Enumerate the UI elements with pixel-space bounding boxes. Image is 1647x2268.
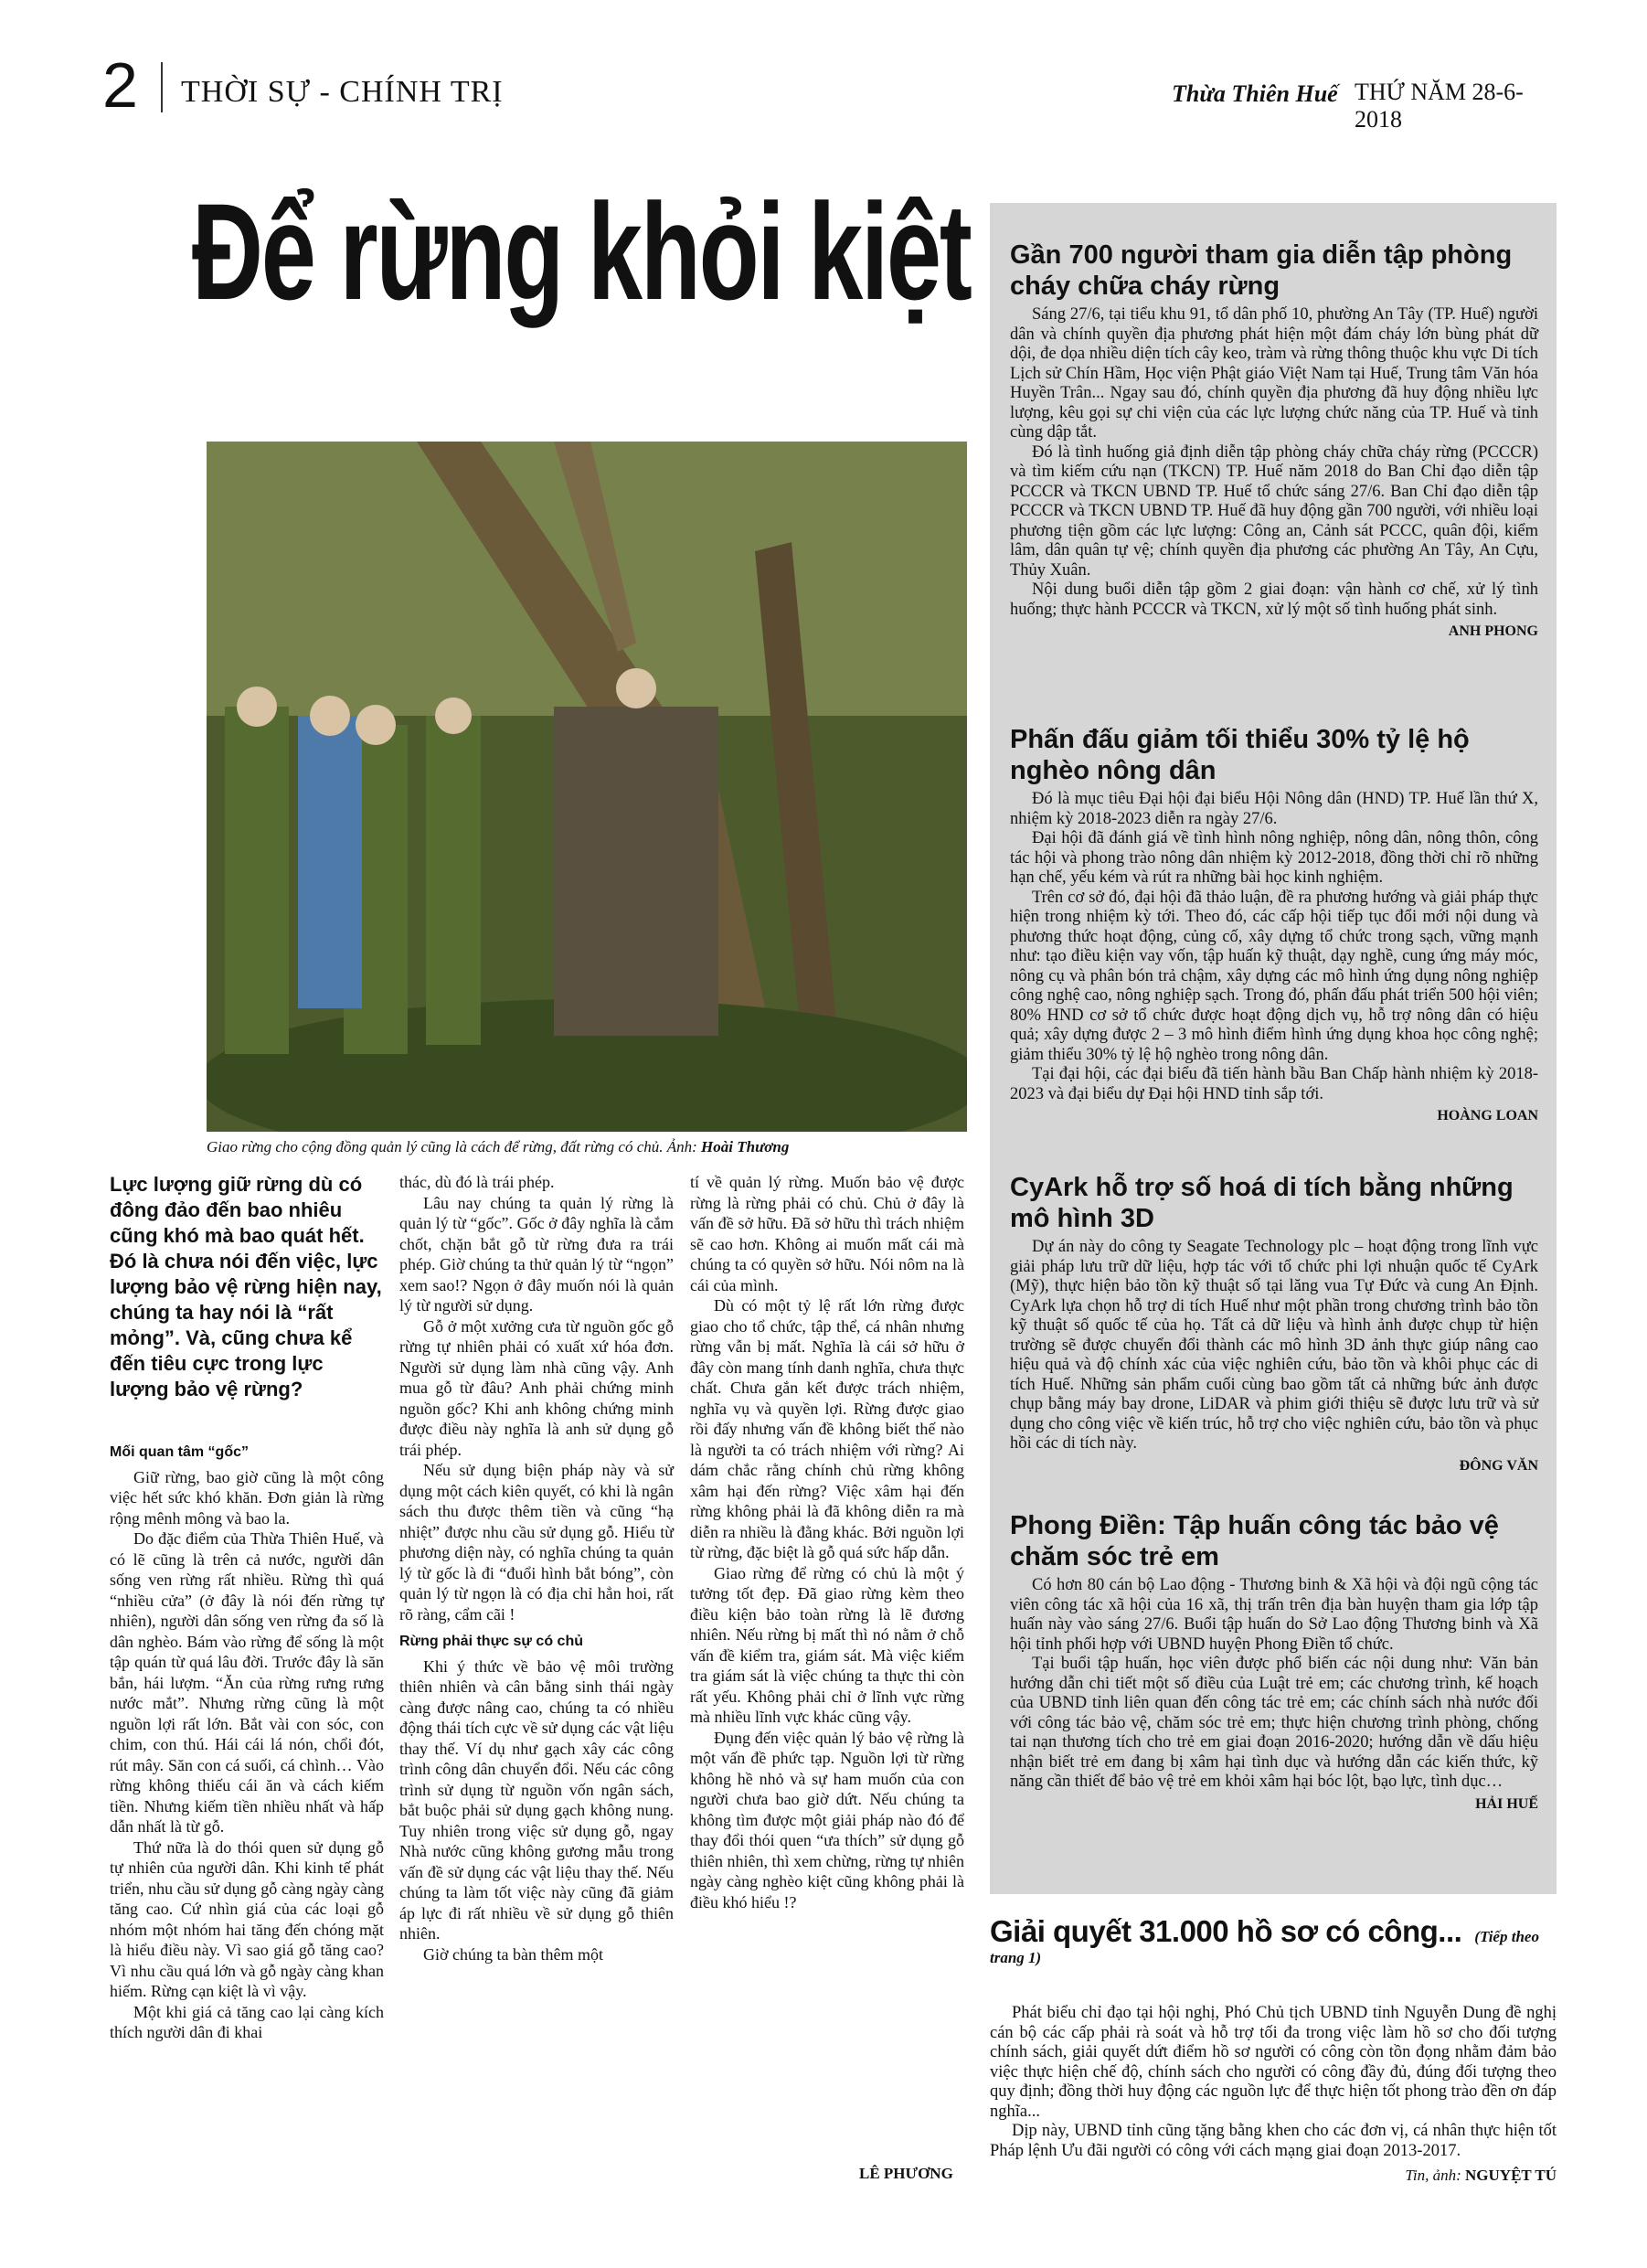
paragraph: Lâu nay chúng ta quản lý rừng là quản lý từ “gốc”. Gốc ở đây nghĩa là cắm chốt, chặn bắt gỗ từ rừng đưa ra trái phép. Giờ chúng ta thử quản lý từ “ngọn” xem sao!? Ngọn ở đây muốn nói là quản lý từ người sử dụng.	[399, 1193, 674, 1315]
paragraph: Dù có một tỷ lệ rất lớn rừng được giao cho tổ chức, tập thể, cá nhân nhưng rừng vẫn bị mất. Nghĩa là cái sở hữu ở đây còn mang tính danh nghĩa, chưa thực chất. Chưa gắn kết được trách nhiệm, nghĩa vụ và quyền lợi. Rừng được giao rồi đấy nhưng vấn đề không biết thế nào là người ta có trách nhiệm với rừng? Ai dám chắc rằng chính chủ rừng không xâm hại đến rừng? Việc xâm hại đến rừng không phải là đã không diễn ra mà diễn ra nhiều là đằng khác. Bởi nguồn lợi từ rừng, đặc biệt là gỗ quá sức hấp dẫn.	[690, 1296, 964, 1561]
caption-text: Giao rừng cho cộng đồng quản lý cũng là cách để rừng, đất rừng có chủ. Ảnh:	[207, 1138, 702, 1155]
paragraph: tí về quản lý rừng. Muốn bảo vệ được rừng là rừng phải có chủ. Chủ ở đây là vấn đề sở hữu. Đã sở hữu thì trách nhiệm sẽ cao hơn. Không ai muốn mất cái mà chúng ta có quyền sở hữu. Nói nôm na là cái của mình.	[690, 1173, 964, 1294]
brief-fire-drill	[1010, 240, 1538, 642]
caption-author: Hoài Thương	[701, 1138, 790, 1155]
paragraph: Phát biểu chỉ đạo tại hội nghị, Phó Chủ tịch UBND tỉnh Nguyễn Dung đề nghị cán bộ các cấp phải rà soát và hỗ trợ tối đa trong việc làm hồ sơ cho đối tượng chính sách, giải quyết dứt điểm hồ sơ người có công còn tồn đọng nhằm đảm bảo việc thực hiện chế độ, chính sách cho người có công đầy đủ, đúng đối tượng theo quy định; đồng thời huy động các nguồn lực để thực hiện tốt phong trào đền ơn đáp nghĩa...	[990, 2004, 1557, 2121]
paragraph: Thứ nữa là do thói quen sử dụng gỗ tự nhiên của người dân. Khi kinh tế phát triển, nhu cầu sử dụng gỗ càng ngày càng tăng cao. Cứ nhìn giá của các loại gỗ nhóm một nhóm hai tăng đến chóng mặt là hiểu điều này. Vì sao giá gỗ tăng cao? Vì nhu cầu quá lớn và gỗ ngày càng khan hiếm. Rừng cạn kiệt là vì vậy.	[110, 1837, 384, 2000]
paragraph: Có hơn 80 cán bộ Lao động - Thương binh & Xã hội và đội ngũ cộng tác viên công tác xã hội của 16 xã, thị trấn trên địa bàn huyện tham gia lớp tập huấn này vào sáng 27/6. Buổi tập huấn do Sở Lao động Thương binh và Xã hội tỉnh phối hợp với UBND huyện Phong Điền tổ chức.	[1010, 1576, 1538, 1654]
paragraph: Giao rừng để rừng có chủ là một ý tưởng tốt đẹp. Đã giao rừng kèm theo điều kiện bảo toàn rừng là lẽ đương nhiên. Nếu rừng bị mất thì nó nằm ở chỗ vấn đề kiểm tra, giám sát. Mà việc kiểm tra giám sát là việc chúng ta thực thi còn rất yếu. Không phải chỉ ở lĩnh vực rừng mà nhiều lĩnh vực khác cũng vậy.	[690, 1563, 964, 1726]
paragraph: Một khi giá cả tăng cao lại càng kích thích người dân đi khai	[110, 2002, 384, 2041]
paragraph: Tại đại hội, các đại biểu đã tiến hành bầu Ban Chấp hành nhiệm kỳ 2018-2023 và đại biểu dự Đại hội HND tỉnh sắp tới.	[1010, 1065, 1538, 1103]
paragraph: Đụng đến việc quản lý bảo vệ rừng là một vấn đề phức tạp. Nguồn lợi từ rừng không hề nhỏ và sự ham muốn của con người chưa bao giờ dứt. Nếu chúng ta không tìm được một giải pháp nào đó để thay đổi thói quen “ưa thích” sử dụng gỗ thiên nhiên, thì xem chừng, rừng tự nhiên ngày càng nghèo kiệt cũng không phải là điều khó hiểu !?	[690, 1728, 964, 1911]
forest-photo-illustration	[207, 442, 967, 1132]
brief-title: Phong Điền: Tập huấn công tác bảo vệ chăm sóc trẻ em	[1010, 1511, 1499, 1571]
article-column-1	[110, 1435, 384, 2043]
paragraph: Giữ rừng, bao giờ cũng là một công việc hết sức khó khăn. Đơn giản là rừng rộng mênh mông và bao la.	[110, 1467, 384, 1528]
brief-child-protection	[1010, 1510, 1538, 1814]
paragraph: Đó là tình huống giả định diễn tập phòng cháy chữa cháy rừng (PCCCR) và tìm kiếm cứu nạn (TKCN) TP. Huế năm 2018 do Ban Chỉ đạo diễn tập PCCCR và TKCN UBND TP. Huế tổ chức sáng 27/6. Ban Chỉ đạo diễn tập PCCCR và TKCN UBND TP. Huế đã huy động gần 700 người, với nhiều loại phương tiện gồm các lực lượng: Công an, Cảnh sát PCCC, quân đội, kiểm lâm, dân quân tự vệ; chính quyền địa phương các phường An Tây, An Cựu, Thủy Xuân.	[1010, 442, 1538, 580]
paragraph: Dịp này, UBND tỉnh cũng tặng bằng khen cho các đơn vị, cá nhân thực hiện tốt Pháp lệnh Ưu đãi người có công với cách mạng giai đoạn 2013-2017.	[990, 2122, 1557, 2160]
brief-author: ANH PHONG	[1448, 623, 1538, 639]
article-column-3	[690, 1172, 964, 1912]
news-briefs-sidebar	[990, 203, 1557, 1894]
paragraph: Nếu sử dụng biện pháp này và sử dụng một cách kiên quyết, có khi là ngân sách thu được thêm tiền và cũng “hạ nhiệt” được nhu cầu sử dụng gỗ. Hiểu từ phương diện này, có nghĩa chúng ta quản lý từ gốc là đi “đuổi hình bắt bóng”, còn quản lý từ ngọn là có địa chỉ hẳn hoi, rất rõ ràng, cẩm cãi !	[399, 1461, 674, 1624]
paragraph: Đại hội đã đánh giá về tình hình nông nghiệp, nông dân, nông thôn, công tác hội và phong trào nông dân nhiệm kỳ 2012-2018, đồng thời chỉ rõ những hạn chế, yếu kém và rút ra những bài học kinh nghiệm.	[1010, 829, 1538, 887]
newspaper-name: Thừa Thiên Huế	[1172, 80, 1338, 107]
subheading-goc: Mối quan tâm “gốc”	[110, 1444, 249, 1460]
continued-byline	[990, 2167, 1557, 2185]
continued-body	[990, 2004, 1557, 2161]
paragraph: Do đặc điểm của Thừa Thiên Huế, và có lẽ cũng là trên cả nước, người dân sống ven rừng rất nhiều. Rừng thì quá “nhiều cửa” (ở đây là nói đến rừng tự nhiên), người dân sống ven rừng đa số là dân nghèo. Bám vào rừng để sống là một tập quán từ quá lâu đời. Trước đây là săn bắn, hái lượm. “Ăn của rừng rưng rưng nước mắt”. Nhưng rừng cũng là một nguồn lợi rất lớn. Bắt vài con sóc, con chim, con thú. Hái cái lá nón, chổi đót, rút mây. Săn con cá suối, cá chình… Vào rừng không thiếu cái ăn và cách kiếm tiền. Nhưng kiếm tiền nhiều nhất và hấp dẫn nhất là từ gỗ.	[110, 1529, 384, 1836]
page-header	[102, 49, 1556, 133]
brief-author: ĐÔNG VĂN	[1459, 1457, 1538, 1474]
article-byline: LÊ PHƯƠNG	[859, 2165, 953, 2182]
byline-label: Tin, ảnh:	[1405, 2167, 1466, 2184]
paragraph: thác, dù đó là trái phép.	[399, 1173, 555, 1191]
paragraph: Dự án này do công ty Seagate Technology plc – hoạt động trong lĩnh vực giải pháp lưu trữ dữ liệu, hợp tác với tổ chức phi lợi nhuận quốc tế CyArk (Mỹ), thực hiện bảo tồn kỹ thuật số tại lăng vua Tự Đức và cung An Định. CyArk lựa chọn hỗ trợ di tích Huế như một phần trong chương trình bảo tồn kỹ thuật số quốc tế của họ. Tất cả dữ liệu và hình ảnh được chụp từ hiện trường sẽ được chuyển đổi thành các mô hình 3D ảnh thực giúp nâng cao hiệu quả và độ chính xác của việc nghiên cứu, bảo tồn và khôi phục các di tích Huế. Những sản phẩm cuối cùng bao gồm tất cả những bức ảnh được chụp bằng máy bay drone, LiDAR và phim giới thiệu sẽ được lưu trữ và sử dụng cho công việc về kiến trúc, hỗ trợ cho việc nghiên cứu, bảo tồn và phục hồi các di tích này.	[1010, 1238, 1538, 1453]
paragraph: Giờ chúng ta bàn thêm một	[423, 1944, 603, 1964]
brief-cyark	[1010, 1172, 1538, 1475]
brief-author: HẢI HUẾ	[1475, 1795, 1538, 1812]
header-divider	[161, 62, 163, 112]
issue-date: THỨ NĂM 28-6-2018	[1355, 79, 1524, 133]
brief-title: Phấn đấu giảm tối thiểu 30% tỷ lệ hộ nghèo nông dân	[1010, 725, 1470, 785]
main-headline: Để rừng khỏi kiệt	[192, 175, 971, 328]
brief-farmers	[1010, 724, 1538, 1126]
subheading-co-chu: Rừng phải thực sự có chủ	[399, 1634, 583, 1649]
brief-title: CyArk hỗ trợ số hoá di tích bằng những mô hình 3D	[1010, 1173, 1514, 1233]
paragraph: Khi ý thức về bảo vệ môi trường thiên nhiên và cân bằng sinh thái ngày càng được nâng cao, chúng ta có nhiều động thái tích cực về sử dụng các vật liệu thay thế. Ví dụ như gạch xây các công trình công dân chuyển đổi. Nếu các công trình sử dụng từ nguồn vốn ngân sách, bắt buộc phải sử dụng gạch không nung. Tuy nhiên trong việc sử dụng gỗ, ngay Nhà nước cũng không gương mẫu trong vấn đề sử dụng các vật liệu thay thế. Nếu chúng ta làm tốt việc này cũng đã giảm áp lực đi rất nhiều về sử dụng gỗ thiên nhiên.	[399, 1656, 674, 1943]
photo-caption	[207, 1138, 967, 1156]
continued-article	[990, 1914, 1557, 2185]
byline-name: NGUYỆT TÚ	[1465, 2167, 1557, 2184]
article-lead: Lực lượng giữ rừng dù có đông đảo đến bao nhiêu cũng khó mà bao quát hết. Đó là chưa nói đến việc, lực lượng bảo vệ rừng hiện nay, chúng ta hay nói là “rất mỏng”. Và, cũng chưa kể đến tiêu cực trong lực lượng bảo vệ rừng?	[110, 1173, 382, 1400]
paragraph: Đó là mục tiêu Đại hội đại biểu Hội Nông dân (HND) TP. Huế lần thứ X, nhiệm kỳ 2018-2023 diễn ra ngày 27/6.	[1010, 790, 1538, 828]
paragraph: Trên cơ sở đó, đại hội đã thảo luận, đề ra phương hướng và giải pháp thực hiện trong nhiệm kỳ tới. Theo đó, các cấp hội tiếp tục đổi mới nội dung và phương thức hoạt động, củng cố, xây dựng tổ chức trong sạch, vững mạnh như: tạo điều kiện vay vốn, tập huấn kỹ thuật, dạy nghề, cung ứng máy móc, nông cụ và phân bón trả chậm, xây dựng các mô hình ứng dụng nông nghiệp công nghệ cao, nông nghiệp sạch. Trong đó, phấn đấu phát triển 500 hội viên; 80% HND cơ sở tổ chức được hoạt động dịch vụ, hỗ trợ nông dân có hiệu quả; xây dựng được 2 – 3 mô hình điểm hình ứng dụng khoa học công nghệ; giảm thiểu 30% tỷ lệ hộ nghèo trong nông dân.	[1010, 888, 1538, 1064]
article-column-2	[399, 1172, 674, 1965]
paragraph: Gỗ ở một xưởng cưa từ nguồn gốc gỗ rừng tự nhiên phải có xuất xứ hóa đơn. Người sử dụng làm nhà cũng vậy. Anh mua gỗ từ đâu? Anh phải chứng minh nguồn gốc? Khi anh không chứng minh được điều này nghĩa là anh sử dụng gỗ trái phép.	[399, 1316, 674, 1459]
brief-author: HOÀNG LOAN	[1437, 1108, 1538, 1123]
paragraph: Tại buổi tập huấn, học viên được phổ biến các nội dung như: Văn bản hướng dẫn chi tiết một số điều của Luật trẻ em; các chương trình, kế hoạch của UBND tỉnh liên quan đến công tác trẻ em; các chính sách nhà nước đối với công tác bảo vệ, chăm sóc trẻ em; thực hiện chương trình phòng, chống tai nạn thương tích cho trẻ em giai đoạn 2016-2020; hướng dẫn về dấu hiệu nhận biết trẻ em đang bị xâm hại tình dục và hướng dẫn các kiến thức, kỹ năng cần thiết để bảo vệ trẻ em khỏi xâm hại bóc lột, bạo lực, tình dục…	[1010, 1655, 1538, 1791]
paragraph: Sáng 27/6, tại tiểu khu 91, tổ dân phố 10, phường An Tây (TP. Huế) người dân và chính quyền địa phương phát hiện một đám cháy lớn bùng phát dữ dội, đe dọa nhiều diện tích cây keo, tràm và rừng thông thuộc khu vực Di tích Lịch sử Chín Hầm, Học viện Phật giáo Việt Nam tại Huế, Trung tâm Văn hóa Huyền Trân... Ngay sau đó, chính quyền địa phương đã huy động nhiều lực lượng, kêu gọi sự chi viện của các lực lượng chức năng của TP. Huế và tỉnh cùng dập tắt.	[1010, 305, 1538, 442]
section-title: THỜI SỰ - CHÍNH TRỊ	[181, 75, 504, 109]
paragraph: Nội dung buổi diễn tập gồm 2 giai đoạn: vận hành cơ chế, xử lý tình huống; thực hành PCCCR và TKCN, xử lý một số tình huống phát sinh.	[1010, 580, 1538, 619]
continued-title: Giải quyết 31.000 hồ sơ có công...	[990, 1914, 1462, 1948]
page-number: 2	[102, 49, 138, 121]
forest-photo	[207, 442, 967, 1132]
brief-title: Gần 700 người tham gia diễn tập phòng cháy chữa cháy rừng	[1010, 240, 1513, 301]
continued-from-note: (Tiếp theo trang 1)	[990, 1928, 1539, 1966]
